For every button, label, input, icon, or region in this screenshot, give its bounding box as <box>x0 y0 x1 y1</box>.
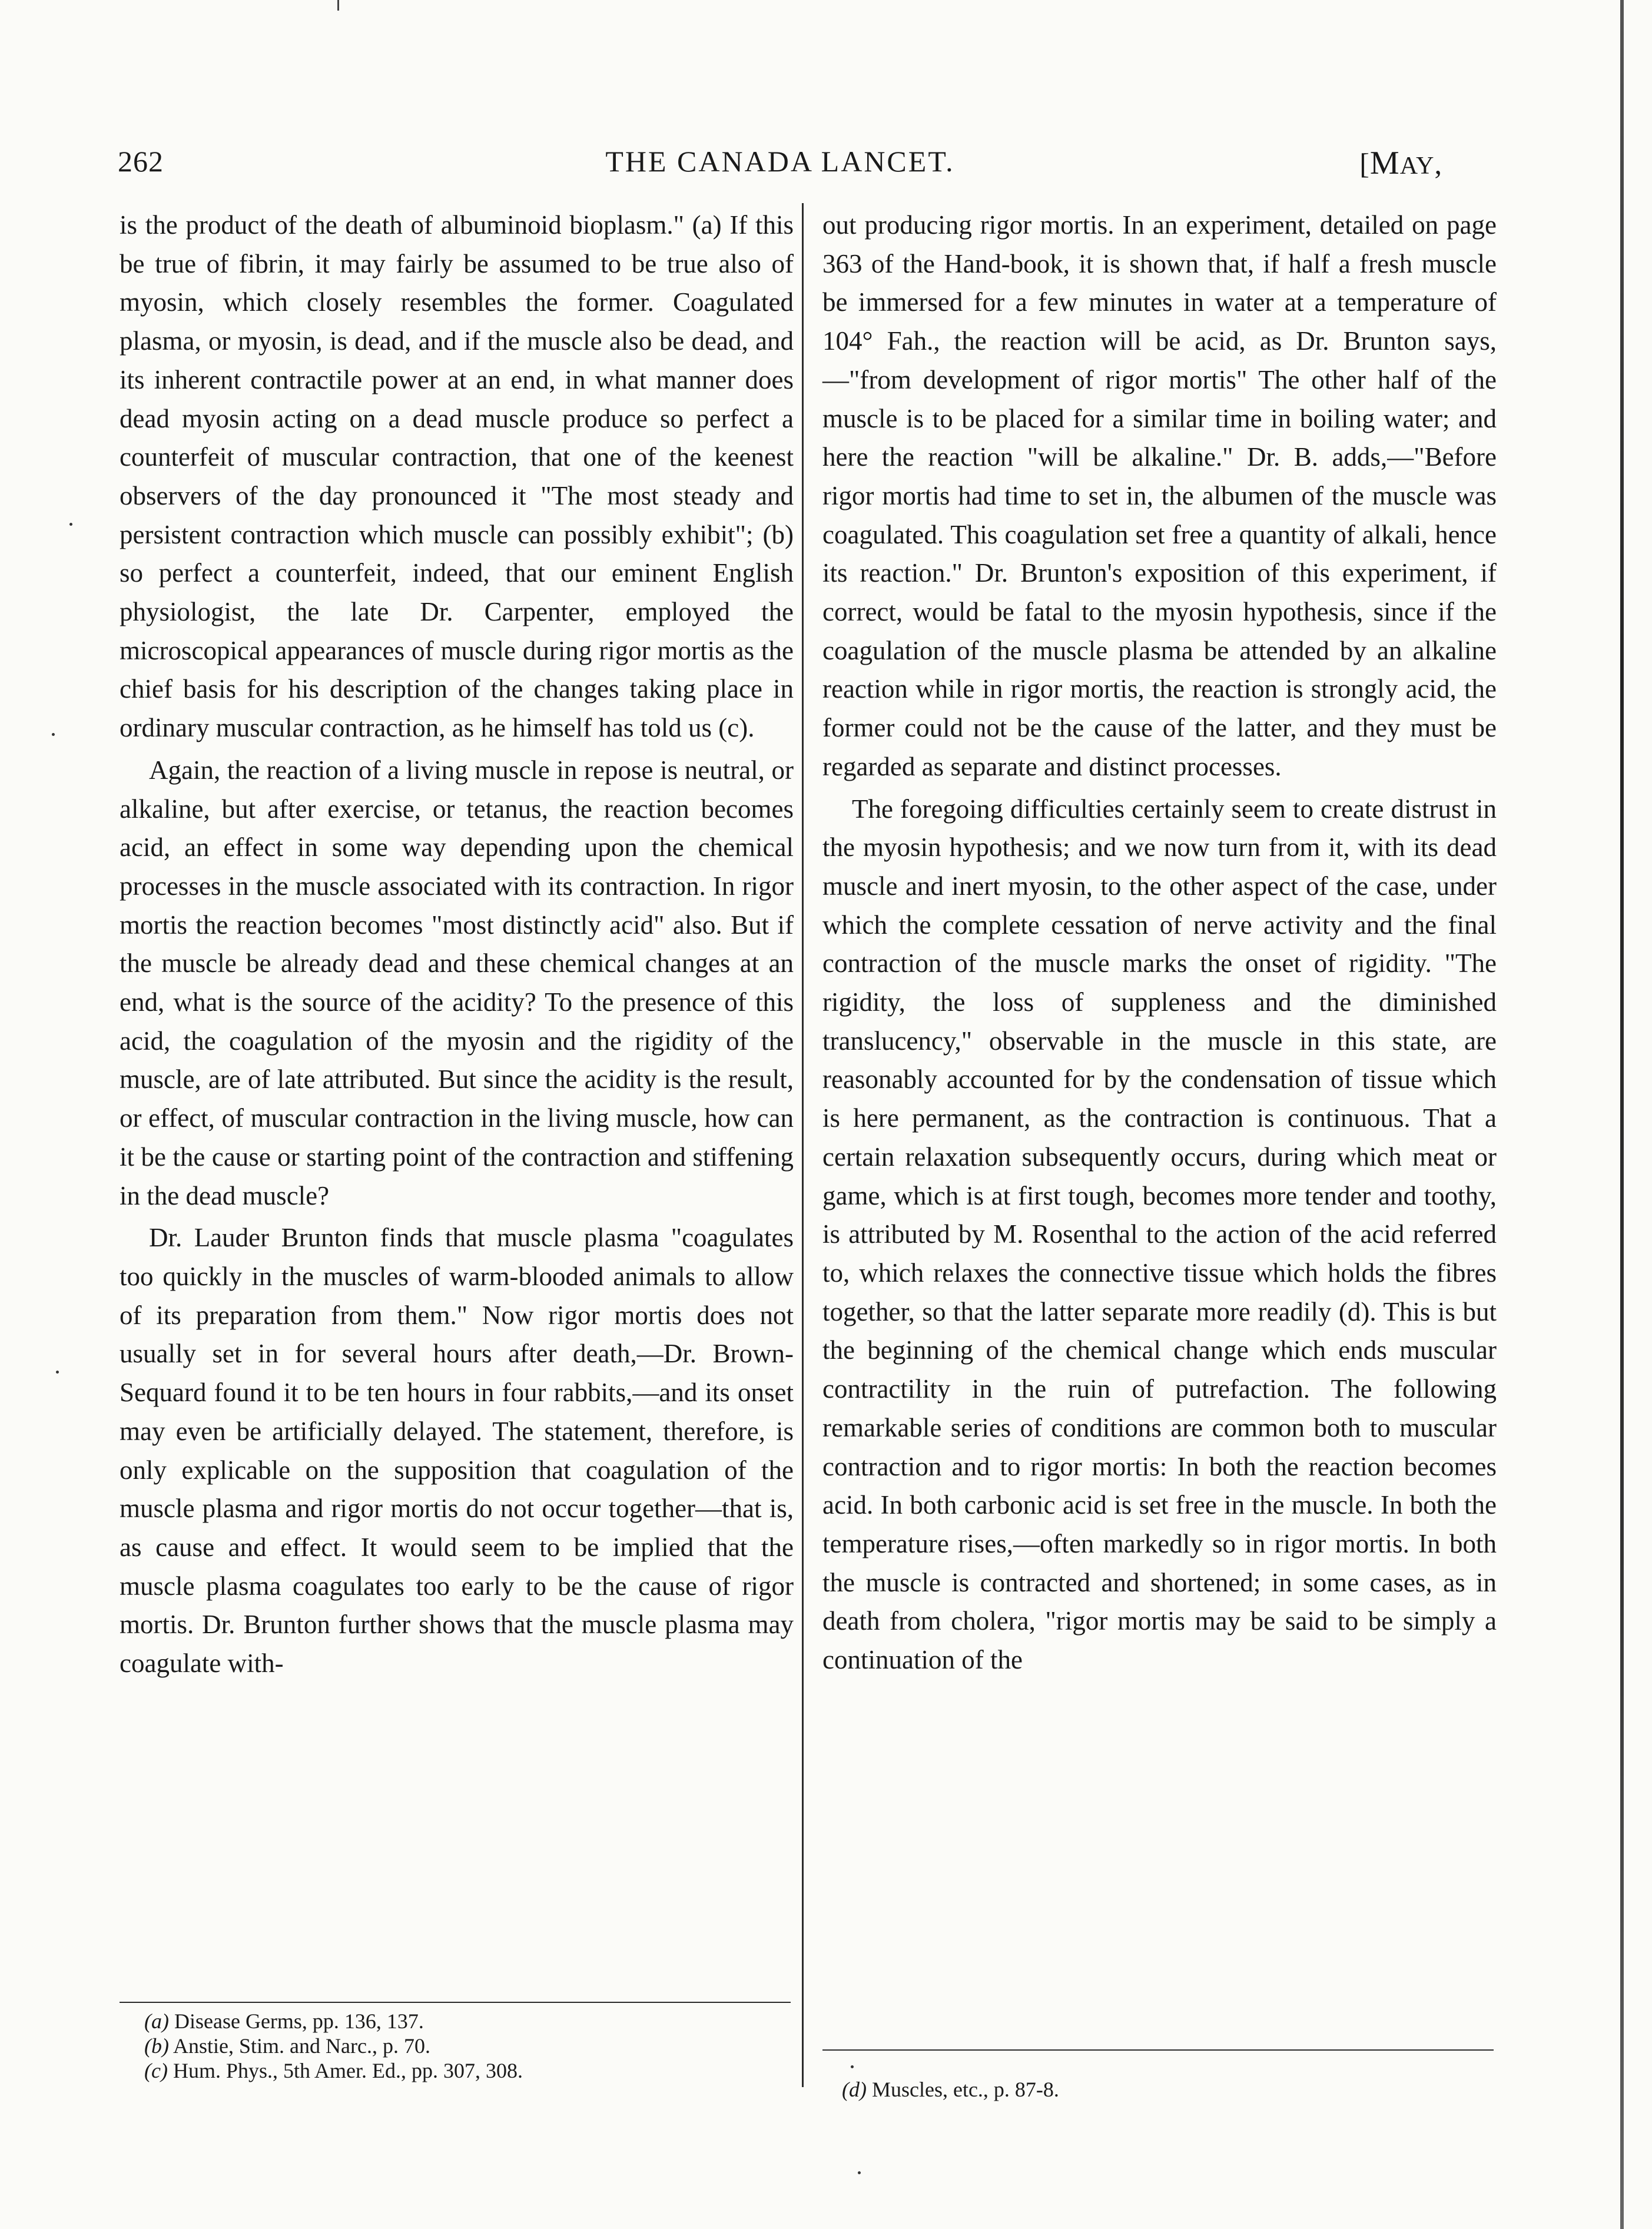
margin-speck <box>851 2065 854 2068</box>
footnote-text: Muscles, etc., p. 87-8. <box>871 2078 1059 2101</box>
footnote-mark: (b) <box>144 2034 169 2058</box>
footnote-a <box>144 2009 523 2034</box>
running-head <box>118 144 1442 191</box>
journal-title: THE CANADA LANCET. <box>605 145 955 178</box>
footnotes-right <box>842 2077 1059 2102</box>
footnote-mark: (a) <box>144 2009 169 2033</box>
footnote-text: Disease Germs, pp. 136, 137. <box>174 2009 424 2033</box>
margin-speck <box>69 523 72 526</box>
right-column <box>822 206 1497 1680</box>
footnote-rule-right <box>822 2049 1494 2051</box>
footnote-rule-left <box>120 2002 791 2003</box>
month-capital: M <box>1369 145 1400 181</box>
margin-speck <box>56 1371 59 1374</box>
margin-speck <box>858 2171 861 2174</box>
page-edge-shadow <box>1620 0 1624 2229</box>
left-paragraph-3: Dr. Lauder Brunton finds that muscle plasma "coagulates too quickly in the muscles of warm-blooded animals to allow of its preparation from them." Now rigor mortis does not usually set in for several hours after death,—Dr. Brown-Sequard found it to be ten hours in four rabbits,—and its onset may even be artificially delayed. The statement, therefore, is only explicable on the supposition that coagulation of the muscle plasma and rigor mortis do not occur together—that is, as cause and effect. It would seem to be implied that the muscle plasma coagulates too early to be the cause of rigor mortis. Dr. Brunton further shows that the muscle plasma may coagulate with- <box>120 1223 794 1679</box>
issue-month <box>1359 144 1442 182</box>
right-paragraph-1: out producing rigor mortis. In an experiment, detailed on page 363 of the Hand-book, it is shown that, if half a fresh muscle be immersed for a few minutes in water at a temperature of 104° Fah., the reaction will be acid, as Dr. Brunton says,—"from development of rigor mortis" The other half of the muscle is to be placed for a similar time in boiling water; and here the reaction "will be alkaline." Dr. B. adds,—"Before rigor mortis had time to set in, the albumen of the muscle was coagulated. This coagulation set free a quantity of alkali, hence its reaction." Dr. Brunton's exposition of this experiment, if correct, would be fatal to the myosin hypothesis, since if the coagulation of the muscle plasma be attended by an alkaline reaction while in rigor mortis, the reaction is strongly acid, the former could not be the cause of the latter, and they must be regarded as separate and distinct processes. <box>822 210 1497 781</box>
right-paragraph-2: The foregoing difficulties certainly seem to create distrust in the myosin hypothesis; and we now turn from it, with its dead muscle and inert myosin, to the other aspect of the case, under which the complete cessation of nerve activity and the final contraction of the muscle marks the onset of rigidity. "The rigidity, the loss of suppleness and the diminished translucency," observable in the muscle in this state, are reasonably accounted for by the condensation of tissue which is here permanent, as the contraction is continuous. That a certain relaxation subsequently occurs, during which meat or game, which is at first tough, becomes more tender and toothy, is attributed by M. Rosenthal to the action of the acid referred to, which relaxes the connective tissue which holds the fibres together, so that the latter separate more readily (d). This is but the beginning of the chemical change which ends muscular contractility in the ruin of putrefaction. The following remarkable series of conditions are common both to muscular contraction and to rigor mortis: In both the reaction becomes acid. In both carbonic acid is set free in the muscle. In both the temperature rises,—often markedly so in rigor mortis. In both the muscle is contracted and shortened; in some cases, as in death from cholera, "rigor mortis may be said to be simply a continuation of the <box>822 794 1497 1675</box>
footnote-b <box>144 2034 523 2058</box>
footnote-d <box>842 2077 1059 2102</box>
left-paragraph-2: Again, the reaction of a living muscle in repose is neutral, or alkaline, but after exercise, or tetanus, the reaction becomes acid, an effect in some way depending upon the chemical processes in the muscle associated with its contraction. In rigor mortis the reaction becomes "most distinctly acid" also. But if the muscle be already dead and these chemical changes at an end, what is the source of the acidity? To the presence of this acid, the coagulation of the myosin and the rigidity of the muscle, are of late attributed. But since the acidity is the result, or effect, of muscular contraction in the living muscle, how can it be the cause or starting point of the contraction and stiffening in the dead muscle? <box>120 755 794 1210</box>
footnote-mark: (c) <box>144 2059 168 2082</box>
left-paragraph-1: is the product of the death of albuminoid bioplasm." (a) If this be true of fibrin, it may fairly be assumed to be true also of myosin, which closely resembles the former. Coagulated plasma, or myosin, is dead, and if the muscle also be dead, and its inherent contractile power at an end, in what manner does dead myosin acting on a dead muscle produce so perfect a counterfeit of muscular contraction, that one of the keenest observers of the day pronounced it "The most steady and persistent contraction which muscle can possibly exhibit"; (b) so perfect a counterfeit, indeed, that our eminent English physiologist, the late Dr. Carpenter, employed the microscopical appearances of muscle during rigor mortis as the chief basis for his description of the changes taking place in ordinary muscular contraction, as he himself has told us (c). <box>120 210 794 743</box>
left-column <box>120 206 794 1683</box>
print-mark <box>337 0 339 11</box>
column-divider <box>802 203 804 2087</box>
page-number: 262 <box>118 145 164 178</box>
footnote-text: Hum. Phys., 5th Amer. Ed., pp. 307, 308. <box>173 2059 523 2082</box>
month-open-bracket: [ <box>1359 147 1370 180</box>
footnote-c <box>144 2058 523 2083</box>
month-small-caps: AY <box>1399 152 1435 180</box>
footnotes-left <box>144 2009 523 2083</box>
footnote-text: Anstie, Stim. and Narc., p. 70. <box>173 2034 430 2058</box>
month-comma: , <box>1434 147 1442 180</box>
margin-speck <box>52 733 55 736</box>
footnote-mark: (d) <box>842 2078 867 2101</box>
